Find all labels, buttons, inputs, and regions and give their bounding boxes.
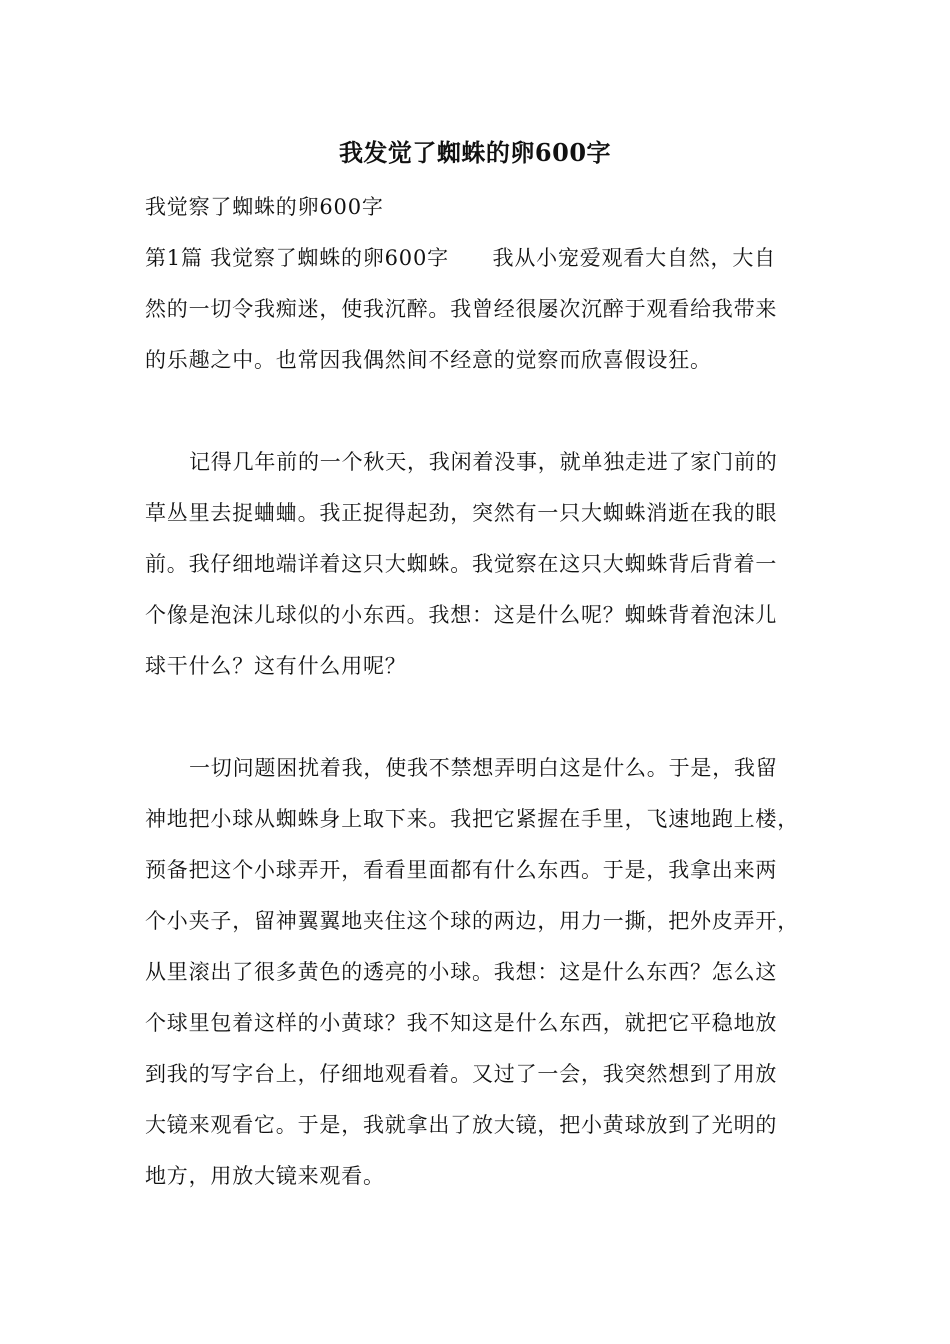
- paragraph-line: 从里滚出了很多黄色的透亮的小球。我想：这是什么东西？怎么这: [145, 960, 778, 984]
- paragraph-line: 一切问题困扰着我，使我不禁想弄明白这是什么。于是，我留: [189, 756, 778, 780]
- paragraph-line: 第1篇 我觉察了蜘蛛的卵600字 我从小宠爱观看大自然，大自: [145, 246, 776, 270]
- paragraph-line: 个小夹子，留神翼翼地夹住这个球的两边，用力一撕，把外皮弄开，: [145, 909, 799, 933]
- document-title: 我发觉了蜘蛛的卵600字: [338, 138, 612, 167]
- paragraph-spacer: [145, 386, 825, 437]
- paragraph-line: 到我的写字台上，仔细地观看着。又过了一会，我突然想到了用放: [145, 1062, 778, 1086]
- paragraph-line: 大镜来观看它。于是，我就拿出了放大镜，把小黄球放到了光明的: [145, 1113, 778, 1137]
- paragraph-line: 草丛里去捉蛐蛐。我正捉得起劲，突然有一只大蜘蛛消逝在我的眼: [145, 501, 778, 525]
- paragraph-1: [145, 233, 825, 386]
- paragraph-line: 然的一切令我痴迷，使我沉醉。我曾经很屡次沉醉于观看给我带来: [145, 297, 778, 321]
- paragraph-line: 个像是泡沫儿球似的小东西。我想：这是什么呢？蜘蛛背着泡沫儿: [145, 603, 778, 627]
- paragraph-line: 记得几年前的一个秋天，我闲着没事，就单独走进了家门前的: [189, 450, 778, 474]
- paragraph-2: [145, 437, 825, 692]
- paragraph-line: 个球里包着这样的小黄球？我不知这是什么东西，就把它平稳地放: [145, 1011, 778, 1035]
- document-body: [145, 182, 825, 1202]
- paragraph-line: 神地把小球从蜘蛛身上取下来。我把它紧握在手里，飞速地跑上楼，: [145, 807, 799, 831]
- document-subtitle: 我觉察了蜘蛛的卵600字: [145, 195, 384, 219]
- paragraph-line: 的乐趣之中。也常因我偶然间不经意的觉察而欣喜假设狂。: [145, 348, 712, 372]
- paragraph-line: 地方，用放大镜来观看。: [145, 1164, 385, 1188]
- paragraph-line: 前。我仔细地端详着这只大蜘蛛。我觉察在这只大蜘蛛背后背着一: [145, 552, 778, 576]
- paragraph-line: 预备把这个小球弄开，看看里面都有什么东西。于是，我拿出来两: [145, 858, 778, 882]
- paragraph-spacer: [145, 692, 825, 743]
- paragraph-3: [145, 743, 825, 1202]
- paragraph-line: 球干什么？这有什么用呢？: [145, 654, 407, 678]
